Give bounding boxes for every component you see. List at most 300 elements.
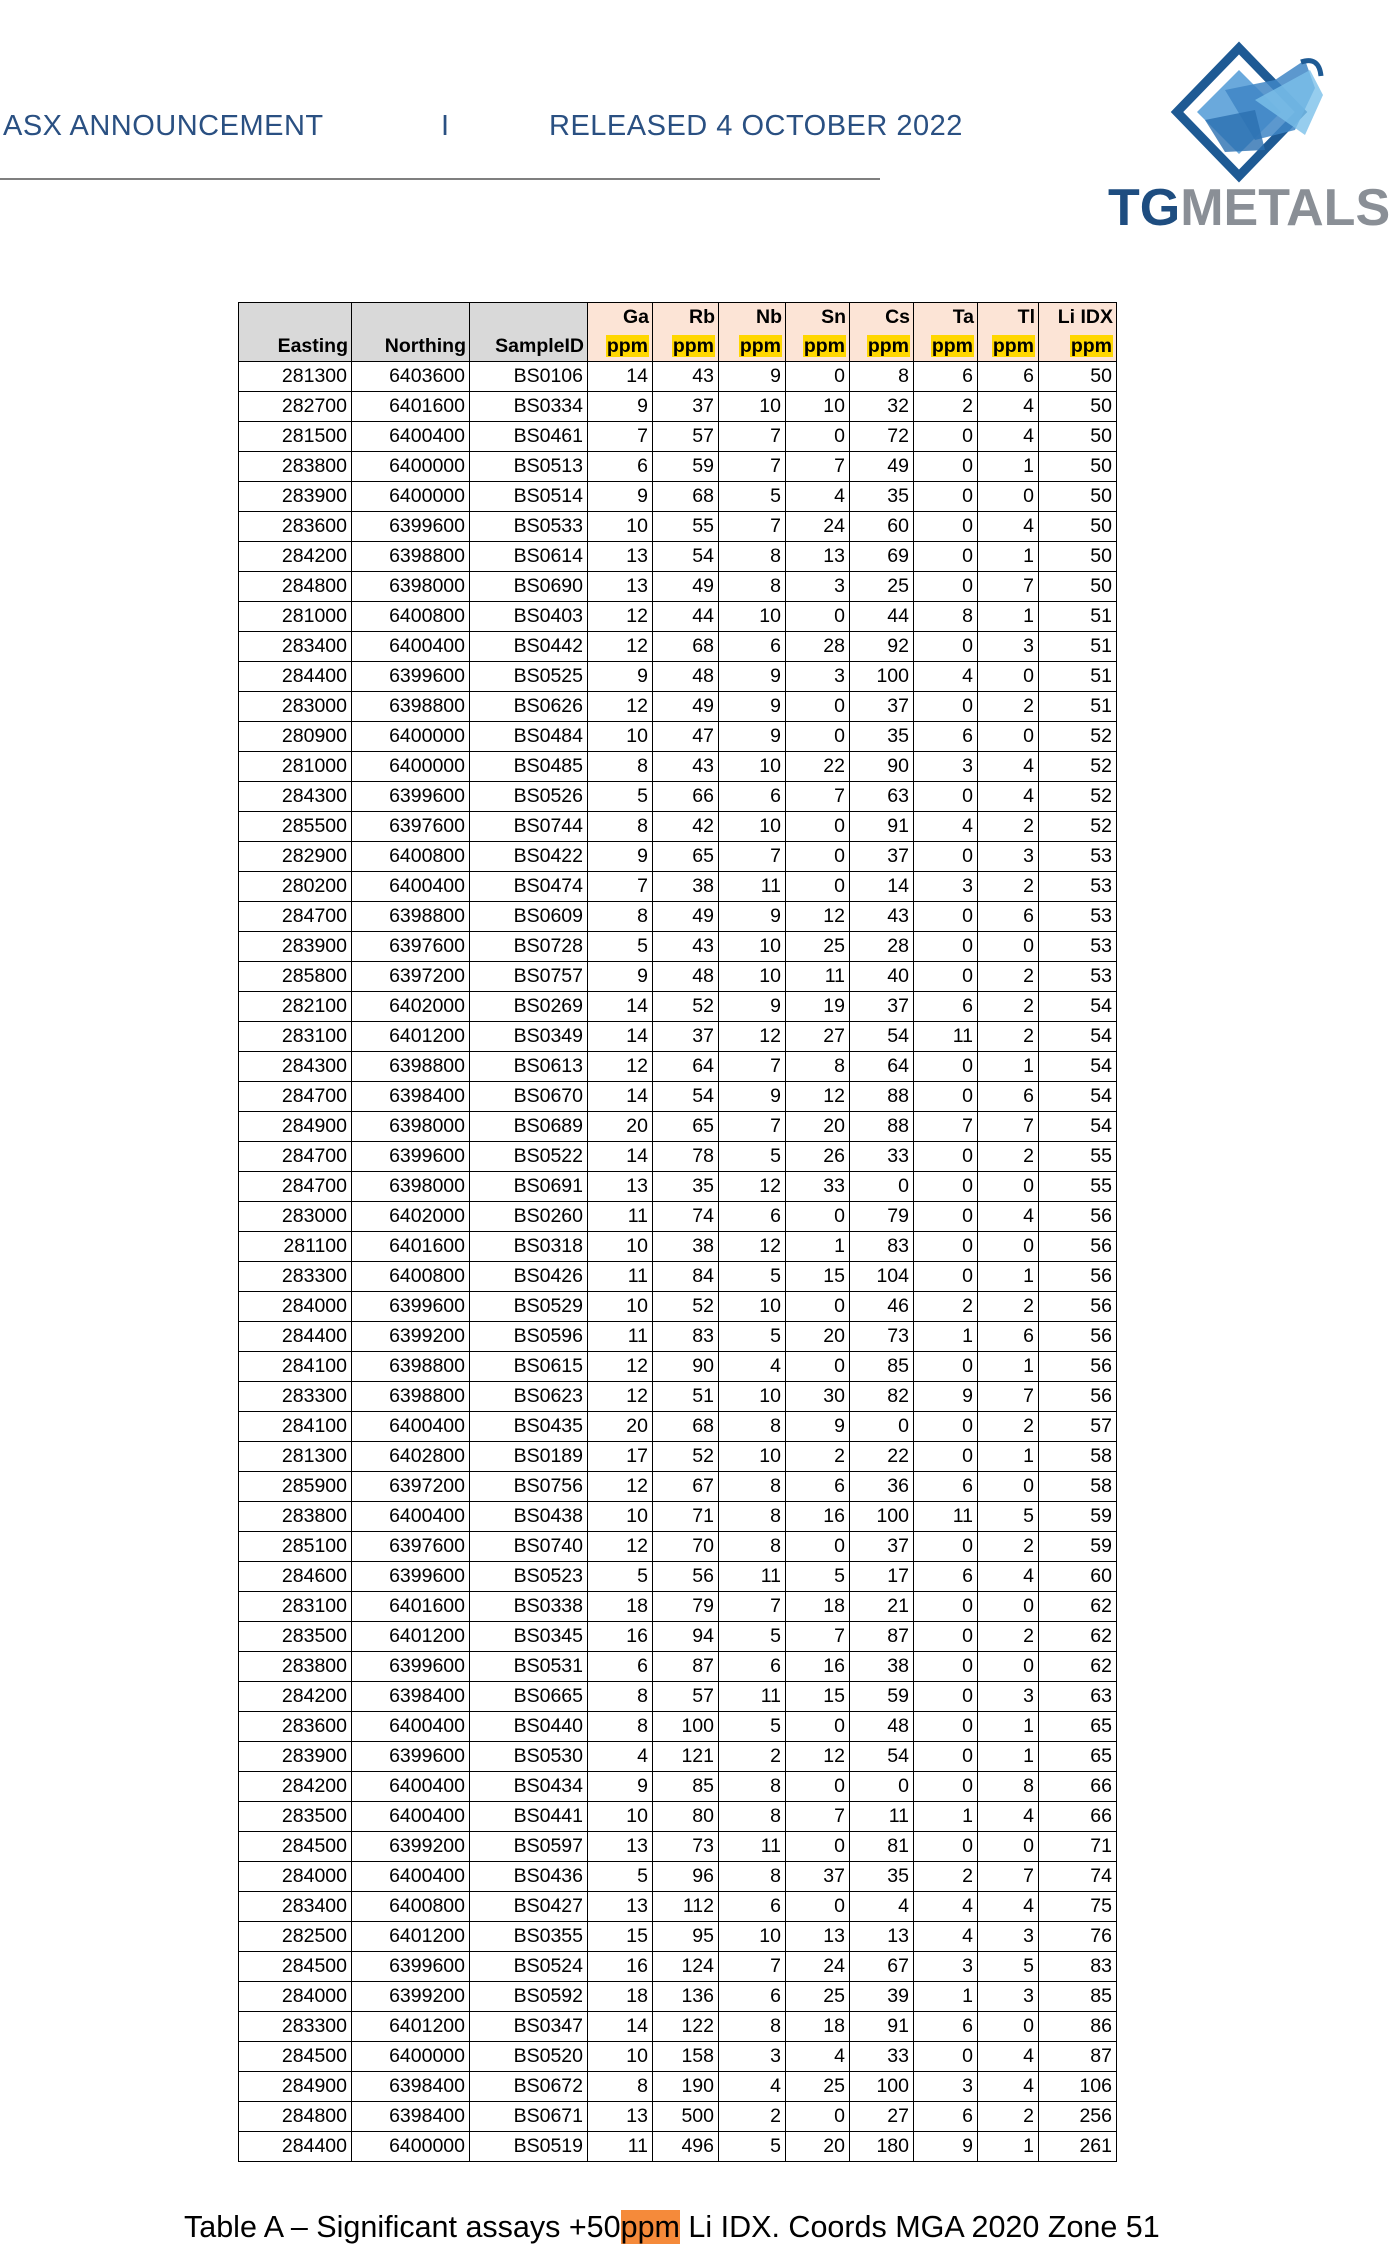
table-cell: 281000 (239, 752, 352, 782)
table-cell: 2 (978, 1022, 1039, 1052)
table-row (239, 1952, 1117, 1982)
table-cell: 59 (1039, 1532, 1117, 1562)
table-cell: 27 (850, 2102, 914, 2132)
table-cell: 1 (978, 1352, 1039, 1382)
table-cell: 40 (850, 962, 914, 992)
table-cell: 52 (653, 1292, 719, 1322)
table-row (239, 2012, 1117, 2042)
table-cell: 284800 (239, 572, 352, 602)
table-cell: 6400800 (352, 1892, 470, 1922)
table-cell: 6398800 (352, 1352, 470, 1382)
table-cell: 284100 (239, 1352, 352, 1382)
table-row (239, 812, 1117, 842)
table-cell: 1 (978, 2132, 1039, 2162)
table-cell: 283900 (239, 932, 352, 962)
table-cell: 284100 (239, 1412, 352, 1442)
table-cell: 8 (850, 362, 914, 392)
table-row (239, 1802, 1117, 1832)
table-cell: 74 (653, 1202, 719, 1232)
table-cell: 87 (653, 1652, 719, 1682)
table-cell: 1 (914, 1322, 978, 1352)
table-cell: 10 (588, 1802, 653, 1832)
table-cell: 12 (588, 602, 653, 632)
table-cell: 6400400 (352, 1412, 470, 1442)
table-cell: 6 (978, 362, 1039, 392)
table-cell: 0 (914, 1052, 978, 1082)
table-cell: 6399200 (352, 1832, 470, 1862)
table-cell: 6399200 (352, 1982, 470, 2012)
table-cell: 6397200 (352, 962, 470, 992)
table-cell: 6400400 (352, 1862, 470, 1892)
table-cell: BS0613 (470, 1052, 588, 1082)
table-row (239, 1862, 1117, 1892)
table-cell: 261 (1039, 2132, 1117, 2162)
table-row (239, 512, 1117, 542)
table-cell: 39 (850, 1982, 914, 2012)
table-cell: 37 (850, 1532, 914, 1562)
table-cell: 11 (786, 962, 850, 992)
table-cell: 10 (786, 392, 850, 422)
table-cell: 6 (914, 2102, 978, 2132)
table-cell: 88 (850, 1082, 914, 1112)
table-cell: 180 (850, 2132, 914, 2162)
table-cell: 68 (653, 1412, 719, 1442)
table-cell: 0 (914, 902, 978, 932)
table-row (239, 842, 1117, 872)
table-cell: 6400000 (352, 722, 470, 752)
table-cell: 12 (786, 1742, 850, 1772)
table-cell: 6398000 (352, 572, 470, 602)
table-cell: 54 (653, 1082, 719, 1112)
table-cell: 56 (1039, 1322, 1117, 1352)
table-cell: 90 (653, 1352, 719, 1382)
column-header: Ta ppm (914, 303, 978, 362)
table-cell: BS0530 (470, 1742, 588, 1772)
table-row (239, 1232, 1117, 1262)
table-cell: 67 (850, 1952, 914, 1982)
table-cell: 6398000 (352, 1172, 470, 1202)
table-cell: BS0531 (470, 1652, 588, 1682)
table-cell: 6399600 (352, 782, 470, 812)
table-cell: 6398400 (352, 2072, 470, 2102)
table-cell: 0 (786, 602, 850, 632)
table-cell: 8 (786, 1052, 850, 1082)
column-header: Tl ppm (978, 303, 1039, 362)
table-cell: 56 (1039, 1232, 1117, 1262)
table-cell: 0 (914, 542, 978, 572)
table-cell: 53 (1039, 932, 1117, 962)
table-cell: 0 (914, 932, 978, 962)
table-cell: 55 (653, 512, 719, 542)
table-cell: 59 (850, 1682, 914, 1712)
table-cell: 0 (786, 722, 850, 752)
table-cell: 282100 (239, 992, 352, 1022)
table-cell: 38 (653, 872, 719, 902)
table-row (239, 722, 1117, 752)
table-cell: 6 (719, 1982, 786, 2012)
table-cell: 0 (914, 962, 978, 992)
table-cell: 5 (719, 482, 786, 512)
table-cell: 0 (914, 1232, 978, 1262)
table-cell: 7 (914, 1112, 978, 1142)
table-cell: 4 (914, 812, 978, 842)
table-cell: 90 (850, 752, 914, 782)
table-cell: 58 (1039, 1472, 1117, 1502)
table-row (239, 482, 1117, 512)
table-cell: 7 (978, 1862, 1039, 1892)
table-cell: 284400 (239, 1322, 352, 1352)
table-cell: 5 (719, 1262, 786, 1292)
table-cell: 0 (786, 1292, 850, 1322)
table-cell: 64 (653, 1052, 719, 1082)
table-cell: 25 (786, 1982, 850, 2012)
table-cell: 6398400 (352, 1082, 470, 1112)
table-cell: 283400 (239, 632, 352, 662)
table-cell: 6398800 (352, 1052, 470, 1082)
table-cell: 7 (719, 1952, 786, 1982)
table-cell: 15 (588, 1922, 653, 1952)
table-cell: 6398800 (352, 1382, 470, 1412)
table-cell: 7 (786, 1622, 850, 1652)
table-cell: 124 (653, 1952, 719, 1982)
table-row (239, 1922, 1117, 1952)
table-cell: 496 (653, 2132, 719, 2162)
table-cell: 63 (850, 782, 914, 812)
table-cell: 4 (978, 392, 1039, 422)
table-cell: 12 (719, 1022, 786, 1052)
table-cell: 283300 (239, 1262, 352, 1292)
table-cell: 4 (978, 2072, 1039, 2102)
table-cell: 281100 (239, 1232, 352, 1262)
table-cell: 0 (850, 1412, 914, 1442)
table-cell: 1 (914, 1982, 978, 2012)
table-cell: 283300 (239, 1382, 352, 1412)
table-cell: 7 (588, 872, 653, 902)
table-cell: 14 (850, 872, 914, 902)
table-cell: 1 (978, 602, 1039, 632)
table-cell: 16 (786, 1502, 850, 1532)
table-row (239, 932, 1117, 962)
table-cell: 6 (978, 1082, 1039, 1112)
table-cell: BS0740 (470, 1532, 588, 1562)
table-cell: 6401600 (352, 1592, 470, 1622)
table-row (239, 1202, 1117, 1232)
table-cell: 2 (914, 1862, 978, 1892)
table-cell: 43 (850, 902, 914, 932)
table-cell: BS0349 (470, 1022, 588, 1052)
table-cell: 6 (914, 992, 978, 1022)
table-cell: 281500 (239, 422, 352, 452)
table-cell: 280900 (239, 722, 352, 752)
table-cell: 80 (653, 1802, 719, 1832)
table-cell: 6400000 (352, 2042, 470, 2072)
table-cell: 284800 (239, 2102, 352, 2132)
table-cell: 0 (914, 1832, 978, 1862)
table-cell: 0 (978, 1652, 1039, 1682)
table-row (239, 602, 1117, 632)
table-cell: 6399600 (352, 512, 470, 542)
table-cell: 9 (588, 962, 653, 992)
table-cell: 13 (588, 572, 653, 602)
table-cell: 284900 (239, 1112, 352, 1142)
table-cell: 12 (719, 1172, 786, 1202)
table-cell: 55 (1039, 1142, 1117, 1172)
table-cell: 47 (653, 722, 719, 752)
table-cell: BS0426 (470, 1262, 588, 1292)
table-cell: 0 (914, 1142, 978, 1172)
table-cell: 94 (653, 1622, 719, 1652)
table-cell: 48 (653, 962, 719, 992)
table-cell: 2 (978, 962, 1039, 992)
table-cell: 0 (786, 1892, 850, 1922)
table-cell: 76 (1039, 1922, 1117, 1952)
table-cell: 32 (850, 392, 914, 422)
table-cell: 4 (978, 1202, 1039, 1232)
table-cell: 10 (719, 1292, 786, 1322)
table-cell: 2 (978, 2102, 1039, 2132)
table-cell: 0 (914, 1412, 978, 1442)
table-cell: 12 (588, 1382, 653, 1412)
table-cell: 283300 (239, 2012, 352, 2042)
table-cell: 49 (653, 902, 719, 932)
table-cell: 2 (978, 1412, 1039, 1442)
table-cell: 4 (588, 1742, 653, 1772)
table-cell: 51 (1039, 662, 1117, 692)
table-cell: BS0529 (470, 1292, 588, 1322)
table-cell: 50 (1039, 422, 1117, 452)
table-cell: 74 (1039, 1862, 1117, 1892)
table-cell: 122 (653, 2012, 719, 2042)
table-cell: 51 (1039, 602, 1117, 632)
table-cell: 0 (914, 1532, 978, 1562)
table-cell: 284900 (239, 2072, 352, 2102)
table-cell: 100 (850, 2072, 914, 2102)
table-cell: 53 (1039, 902, 1117, 932)
table-cell: 55 (1039, 1172, 1117, 1202)
table-cell: 8 (719, 1502, 786, 1532)
table-cell: 9 (588, 392, 653, 422)
table-cell: 4 (978, 782, 1039, 812)
table-cell: 70 (653, 1532, 719, 1562)
table-cell: 3 (786, 662, 850, 692)
announcement-label: ASX ANNOUNCEMENT (3, 110, 324, 142)
table-row (239, 1532, 1117, 1562)
table-cell: 13 (588, 1892, 653, 1922)
table-cell: 62 (1039, 1652, 1117, 1682)
table-cell: 28 (850, 932, 914, 962)
table-cell: 50 (1039, 512, 1117, 542)
table-cell: 10 (719, 812, 786, 842)
table-cell: 284000 (239, 1862, 352, 1892)
table-cell: 6398800 (352, 542, 470, 572)
table-cell: 284000 (239, 1292, 352, 1322)
table-cell: 43 (653, 932, 719, 962)
table-cell: 54 (850, 1022, 914, 1052)
table-cell: 17 (850, 1562, 914, 1592)
table-cell: 13 (588, 542, 653, 572)
table-cell: 283100 (239, 1592, 352, 1622)
table-cell: 12 (786, 902, 850, 932)
table-cell: 0 (978, 482, 1039, 512)
table-cell: 18 (588, 1982, 653, 2012)
table-cell: 54 (1039, 992, 1117, 1022)
table-cell: 281000 (239, 602, 352, 632)
table-cell: BS0670 (470, 1082, 588, 1112)
table-cell: BS0106 (470, 362, 588, 392)
table-cell: BS0526 (470, 782, 588, 812)
table-cell: 0 (914, 1622, 978, 1652)
table-cell: 86 (1039, 2012, 1117, 2042)
table-cell: 73 (850, 1322, 914, 1352)
table-row (239, 632, 1117, 662)
table-cell: 4 (978, 2042, 1039, 2072)
table-cell: 121 (653, 1742, 719, 1772)
table-row (239, 1622, 1117, 1652)
table-cell: BS0744 (470, 812, 588, 842)
table-cell: 18 (786, 1592, 850, 1622)
table-cell: 13 (588, 1832, 653, 1862)
table-cell: 9 (719, 722, 786, 752)
table-cell: 22 (850, 1442, 914, 1472)
table-cell: 5 (786, 1562, 850, 1592)
table-cell: 8 (588, 902, 653, 932)
table-cell: 6398000 (352, 1112, 470, 1142)
table-row (239, 1292, 1117, 1322)
table-cell: 19 (786, 992, 850, 1022)
table-cell: 43 (653, 752, 719, 782)
table-cell: 0 (978, 1232, 1039, 1262)
table-cell: 158 (653, 2042, 719, 2072)
table-cell: 12 (588, 1352, 653, 1382)
table-cell: 6400400 (352, 422, 470, 452)
table-cell: 10 (588, 722, 653, 752)
table-cell: 4 (719, 2072, 786, 2102)
table-cell: 6400400 (352, 1502, 470, 1532)
table-cell: 10 (719, 1442, 786, 1472)
table-cell: 54 (1039, 1052, 1117, 1082)
table-cell: 6401600 (352, 1232, 470, 1262)
table-cell: 6398400 (352, 2102, 470, 2132)
table-cell: 11 (719, 1562, 786, 1592)
table-row (239, 2102, 1117, 2132)
table-cell: 3 (978, 1682, 1039, 1712)
table-cell: 50 (1039, 572, 1117, 602)
table-row (239, 692, 1117, 722)
table-cell: 79 (653, 1592, 719, 1622)
table-cell: 44 (850, 602, 914, 632)
table-cell: 8 (719, 1472, 786, 1502)
table-row (239, 422, 1117, 452)
table-cell: 0 (978, 722, 1039, 752)
table-cell: 6399600 (352, 1742, 470, 1772)
table-cell: 6 (786, 1472, 850, 1502)
table-cell: 0 (786, 1772, 850, 1802)
table-cell: 8 (588, 812, 653, 842)
table-cell: 0 (978, 932, 1039, 962)
table-cell: 51 (653, 1382, 719, 1412)
table-cell: 13 (588, 2102, 653, 2132)
table-cell: 10 (719, 602, 786, 632)
table-cell: 63 (1039, 1682, 1117, 1712)
table-cell: 1 (978, 1262, 1039, 1292)
table-cell: 6402000 (352, 1202, 470, 1232)
table-cell: 28 (786, 632, 850, 662)
table-cell: 7 (978, 572, 1039, 602)
table-cell: 284500 (239, 2042, 352, 2072)
table-cell: 4 (978, 1892, 1039, 1922)
table-cell: 7 (719, 1052, 786, 1082)
table-row (239, 1682, 1117, 1712)
table-cell: 2 (978, 1292, 1039, 1322)
table-cell: 66 (1039, 1772, 1117, 1802)
table-cell: 0 (786, 812, 850, 842)
table-cell: 0 (914, 1262, 978, 1292)
table-cell: BS0461 (470, 422, 588, 452)
table-cell: BS0691 (470, 1172, 588, 1202)
table-cell: 0 (786, 692, 850, 722)
table-cell: 7 (719, 1592, 786, 1622)
table-cell: 6397600 (352, 812, 470, 842)
table-cell: 6399600 (352, 1562, 470, 1592)
table-cell: 8 (719, 2012, 786, 2042)
table-cell: 81 (850, 1832, 914, 1862)
table-cell: 1 (786, 1232, 850, 1262)
table-cell: 0 (914, 1682, 978, 1712)
table-cell: 27 (786, 1022, 850, 1052)
table-cell: 6402000 (352, 992, 470, 1022)
table-cell: 18 (786, 2012, 850, 2042)
table-cell: 35 (850, 722, 914, 752)
table-cell: 3 (914, 752, 978, 782)
table-cell: 52 (653, 1442, 719, 1472)
table-cell: BS0355 (470, 1922, 588, 1952)
table-cell: 3 (914, 1952, 978, 1982)
table-cell: 78 (653, 1142, 719, 1172)
table-cell: 0 (786, 842, 850, 872)
table-cell: 35 (653, 1172, 719, 1202)
table-cell: 16 (786, 1652, 850, 1682)
table-cell: 0 (914, 1652, 978, 1682)
table-cell: 281300 (239, 1442, 352, 1472)
table-row (239, 1832, 1117, 1862)
table-cell: 2 (914, 392, 978, 422)
table-cell: 12 (588, 1532, 653, 1562)
table-cell: 6401200 (352, 1622, 470, 1652)
table-cell: 58 (1039, 1442, 1117, 1472)
table-cell: 104 (850, 1262, 914, 1292)
table-cell: 6403600 (352, 362, 470, 392)
table-cell: 283100 (239, 1022, 352, 1052)
table-cell: 10 (588, 512, 653, 542)
table-cell: 9 (719, 992, 786, 1022)
table-cell: 68 (653, 632, 719, 662)
table-caption: Table A – Significant assays +50ppm Li IDX. Coords MGA 2020 Zone 51 (184, 2210, 1160, 2244)
table-cell: 6397600 (352, 1532, 470, 1562)
table-cell: 2 (978, 812, 1039, 842)
table-row (239, 1982, 1117, 2012)
table-row (239, 1772, 1117, 1802)
table-cell: 66 (653, 782, 719, 812)
table-cell: 13 (786, 542, 850, 572)
column-header: Nb ppm (719, 303, 786, 362)
table-cell: 0 (914, 1592, 978, 1622)
table-cell: 284300 (239, 782, 352, 812)
table-row (239, 572, 1117, 602)
table-row (239, 2132, 1117, 2162)
table-cell: 16 (588, 1952, 653, 1982)
table-cell: 284200 (239, 542, 352, 572)
table-cell: 9 (588, 482, 653, 512)
